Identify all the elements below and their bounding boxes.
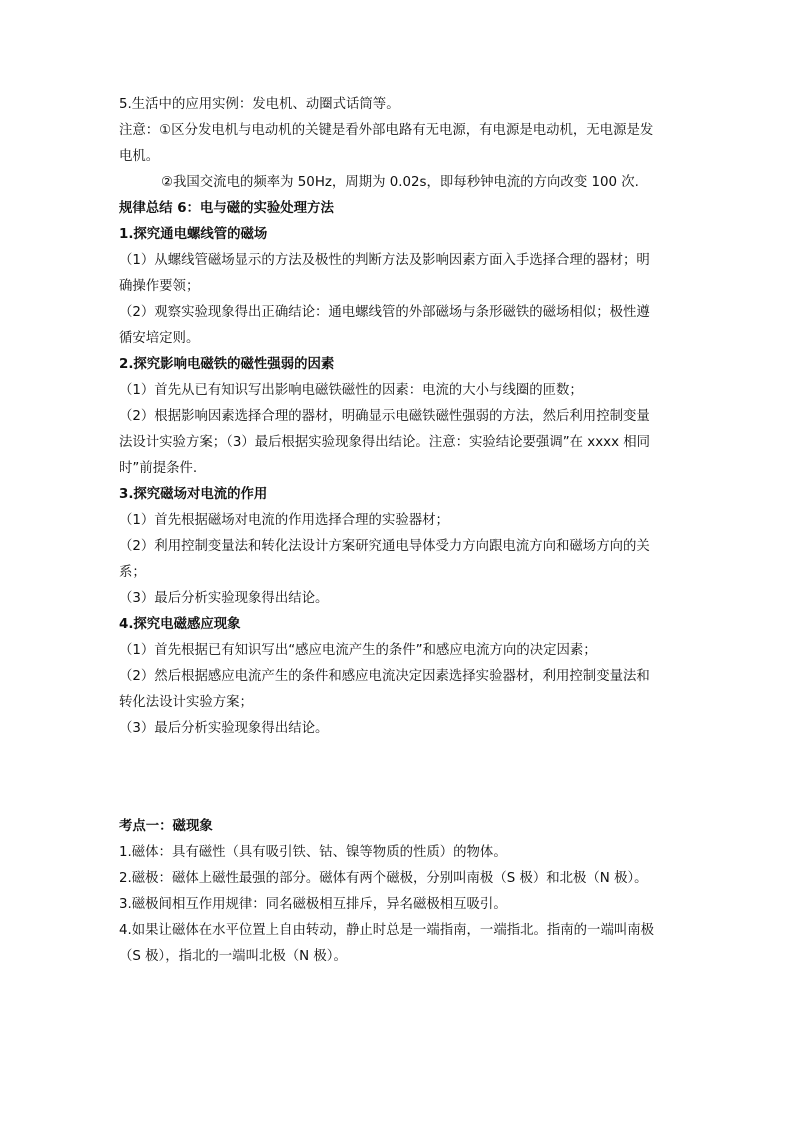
text-line: （1）首先根据已有知识写出“感应电流产生的条件”和感应电流方向的决定因素； [119,643,597,658]
text-line: （2）然后根据感应电流产生的条件和感应电流决定因素选择实验器材，利用控制变量法和 [119,669,650,684]
text-line: 法设计实验方案；（3）最后根据实验现象得出结论。注意：实验结论要强调”在 xxxx 相同 [119,435,651,450]
text-line: 确操作要领； [119,279,200,294]
text-line: ②我国交流电的频率为 50Hz，周期为 0.02s，即每秒钟电流的方向改变 100 次. [161,175,639,190]
text-line: （3）最后分析实验现象得出结论。 [119,721,329,736]
text-line: 电机。 [119,149,160,164]
document-page [119,92,679,970]
blank-space [119,742,679,814]
text-line: 循安培定则。 [119,331,200,346]
text-line: （2）利用控制变量法和转化法设计方案研究通电导体受力方向跟电流方向和磁场方向的关 [119,539,650,554]
text-line: 5.生活中的应用实例：发电机、动圈式话筒等。 [119,97,400,112]
subsection-heading: 1.探究通电螺线管的磁场 [119,227,268,242]
section-heading: 考点一：磁现象 [119,819,213,834]
text-line: 3.磁极间相互作用规律：同名磁极相互排斥，异名磁极相互吸引。 [119,897,507,912]
text-line: 1.磁体：具有磁性（具有吸引铁、钴、镍等物质的性质）的物体。 [119,845,507,860]
text-line: （1）首先从已有知识写出影响电磁铁磁性的因素：电流的大小与线圈的匝数； [119,383,583,398]
text-line: （3）最后分析实验现象得出结论。 [119,591,329,606]
text-line: 系； [119,565,146,580]
text-line: 时”前提条件. [119,461,198,476]
text-line: 4.如果让磁体在水平位置上自由转动，静止时总是一端指南，一端指北。指南的一端叫南极 [119,923,655,938]
section-heading: 规律总结 6：电与磁的实验处理方法 [119,201,334,216]
text-line: 注意：①区分发电机与电动机的关键是看外部电路有无电源，有电源是电动机，无电源是发 [119,123,654,138]
text-line: 2.磁极：磁体上磁性最强的部分。磁体有两个磁极，分别叫南极（S 极）和北极（N 极）。 [119,871,648,886]
subsection-heading: 3.探究磁场对电流的作用 [119,487,268,502]
subsection-heading: 4.探究电磁感应现象 [119,617,241,632]
text-line: （2）根据影响因素选择合理的器材，明确显示电磁铁磁性强弱的方法，然后利用控制变量 [119,409,650,424]
text-line: （1）首先根据磁场对电流的作用选择合理的实验器材； [119,513,449,528]
subsection-heading: 2.探究影响电磁铁的磁性强弱的因素 [119,357,335,372]
text-line: （2）观察实验现象得出正确结论：通电螺线管的外部磁场与条形磁铁的磁场相似；极性遵 [119,305,650,320]
text-line: （1）从螺线管磁场显示的方法及极性的判断方法及影响因素方面入手选择合理的器材；明 [119,253,650,268]
text-line: 转化法设计实验方案； [119,695,253,710]
text-line: （S 极），指北的一端叫北极（N 极）。 [119,949,347,964]
